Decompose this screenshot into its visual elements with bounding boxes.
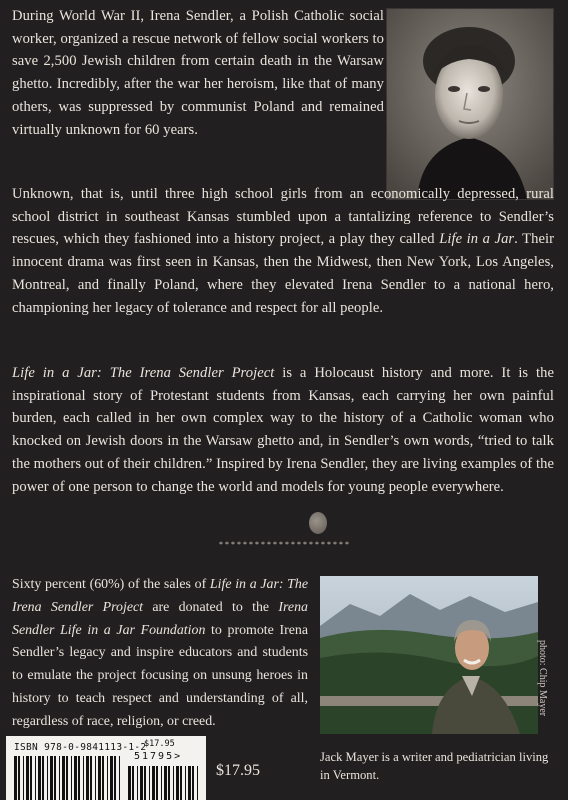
barcode-bar	[152, 766, 155, 800]
barcode-bar	[176, 766, 179, 800]
p4-a: Sixty percent (60%) of the sales of	[12, 577, 210, 592]
barcode-bar	[98, 756, 101, 800]
p3-text-after: is a Holocaust history and more. It is the inspirational story of Protestant students from Kansas, each carrying her own painful burden, each called in her own complex way to the history of a Catholic woman who knocked on Jewish doors in the Warsaw ghetto and, in Sendler’s own words, “tried to talk the mothers out of their children.” Inspired by Irena Sendler, they are living examples of the power of one person to change the world and models for young people everywhere.	[12, 365, 554, 495]
barcode-addon-bars	[128, 766, 198, 800]
barcode-bar	[161, 766, 162, 800]
barcode-bar	[132, 766, 134, 800]
author-caption: Jack Mayer is a writer and pediatrician living in Vermont.	[320, 750, 549, 782]
barcode-bar	[144, 766, 146, 800]
barcode-bar	[59, 756, 60, 800]
barcode-bar	[173, 766, 174, 800]
p2-title-italic: Life in a Jar	[439, 231, 515, 248]
smudge-mark	[309, 512, 327, 534]
portrait-photo	[386, 8, 554, 200]
barcode-bar	[86, 756, 89, 800]
barcode-bar	[180, 766, 182, 800]
barcode-bar	[156, 766, 158, 800]
p4-c: are donated to the	[143, 599, 279, 615]
isbn-number: ISBN 978-0-9841113-1-2	[14, 742, 147, 753]
barcode-bar	[137, 766, 138, 800]
donation-paragraph	[12, 574, 308, 734]
barcode-bar	[90, 756, 92, 800]
barcode-bar	[23, 756, 24, 800]
price-code: 51795>	[134, 751, 183, 762]
barcode-bar	[102, 756, 104, 800]
barcode-bar	[185, 766, 186, 800]
p4-e: to promote Irena Sendler’s legacy and inspire educators and students to emulate the project focusing on unsung heroes in history to teach respect and understanding of all, regardless of race, religion, or creed.	[12, 622, 308, 729]
barcode-bar	[66, 756, 68, 800]
intro-paragraph: During World War II, Irena Sendler, a Polish Catholic social worker, organized a rescue network of fellow social workers to save 2,500 Jewish children from certain death in the Warsaw ghetto. Incredibly, after the war her heroism, like that of many others, was suppressed by communist Poland and remained virtually unknown for 60 years.	[12, 8, 384, 138]
barcode-price: $17.95	[144, 739, 175, 749]
barcode-bar	[95, 756, 96, 800]
p2-text-before: Unknown, that is, until three high school girls from an economically depressed, rural school district in southeast Kansas stumbled upon a tantalizing reference to Sendler’s rescues, which they fashioned into a history project, a play they called	[12, 186, 554, 248]
barcode-bar	[107, 756, 108, 800]
barcode-block	[6, 736, 206, 800]
barcode-bar	[83, 756, 84, 800]
p4-book-title: Life in a Jar: The Irena Sendler Project	[12, 577, 308, 615]
barcode-bar	[119, 756, 120, 800]
barcode-bar	[54, 756, 56, 800]
body-paragraph-2	[12, 183, 554, 319]
barcode-bar	[74, 756, 77, 800]
author-photo	[320, 576, 538, 734]
barcode-bars	[14, 756, 122, 800]
cover-price: $17.95	[216, 762, 260, 779]
p3-title-italic: Life in a Jar: The Irena Sendler Project	[12, 365, 275, 381]
body-paragraph-3	[12, 362, 554, 498]
barcode-bar	[197, 766, 198, 800]
barcode-bar	[18, 756, 20, 800]
barcode-bar	[128, 766, 131, 800]
barcode-bar	[168, 766, 170, 800]
photo-credit: photo: Chip Mayer	[537, 640, 548, 717]
barcode-bar	[30, 756, 32, 800]
barcode-bar	[140, 766, 143, 800]
star-divider: * * * * * * * * * * * * * * * * * * * * * *	[219, 540, 349, 549]
barcode-bar	[42, 756, 44, 800]
barcode-bar	[110, 756, 113, 800]
barcode-bar	[149, 766, 150, 800]
barcode-bar	[114, 756, 116, 800]
barcode-bar	[164, 766, 167, 800]
barcode-bar	[14, 756, 17, 800]
p4-foundation-name: Irena Sendler Life in a Jar Foundation	[12, 599, 308, 638]
barcode-bar	[35, 756, 36, 800]
barcode-bar	[50, 756, 53, 800]
barcode-bar	[78, 756, 80, 800]
p2-text-after: . Their innocent drama was first seen in Kansas, then the Midwest, then New York, Los Angeles, Montreal, and finally Poland, where they elevated Irena Sendler to a national hero, championing her legacy of tolerance and respect for all people.	[12, 231, 554, 316]
barcode-bar	[71, 756, 72, 800]
barcode-bar	[47, 756, 48, 800]
barcode-bar	[192, 766, 194, 800]
barcode-bar	[62, 756, 65, 800]
barcode-bar	[26, 756, 29, 800]
barcode-bar	[188, 766, 191, 800]
barcode-bar	[38, 756, 41, 800]
